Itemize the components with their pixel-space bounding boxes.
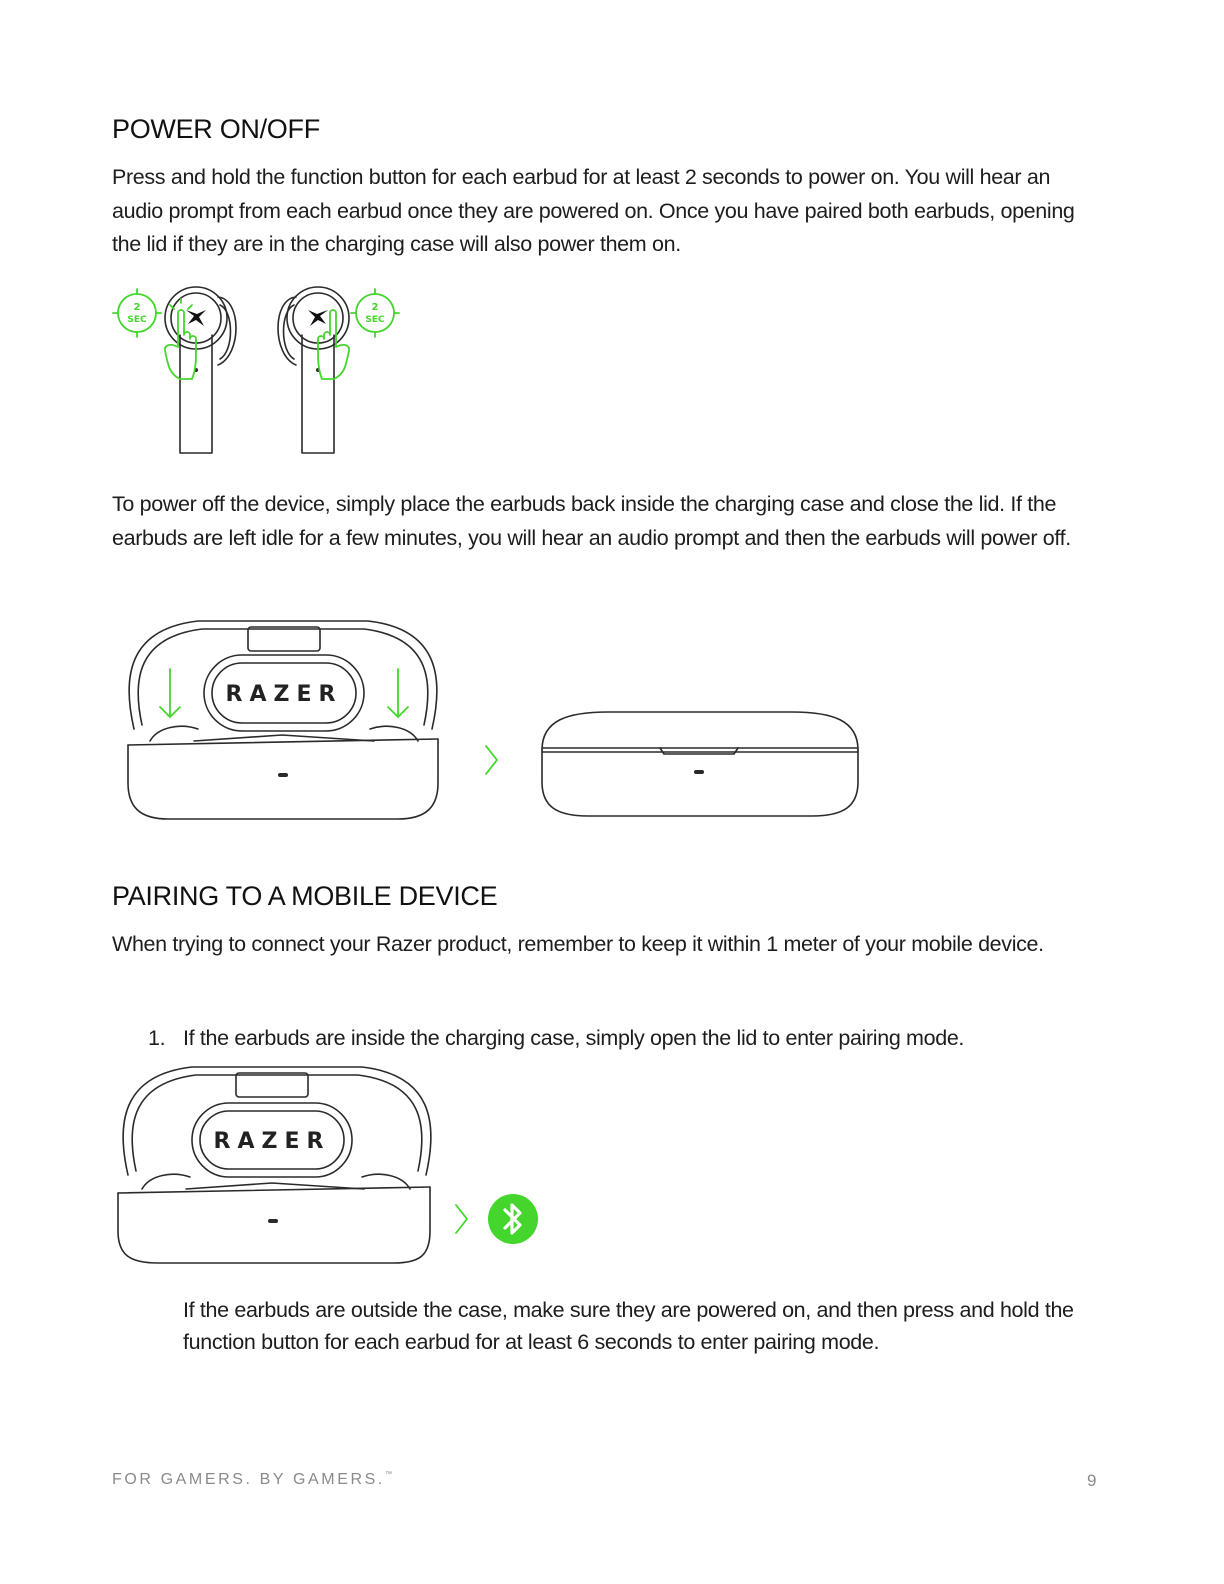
- open-case-illustration: [118, 617, 448, 823]
- timer-icon: [113, 289, 161, 337]
- footer-tagline: FOR GAMERS. BY GAMERS.™: [112, 1471, 392, 1488]
- pairing-heading: PAIRING TO A MOBILE DEVICE: [112, 881, 498, 911]
- list-item-number: 1.: [148, 1026, 166, 1050]
- case-logo: RAZER: [213, 1129, 331, 1154]
- outside-case-paragraph: If the earbuds are outside the case, make sure they are powered on, and then press and hold the function button for each earbud for at least 6 seconds to enter pairing mode.: [183, 1298, 1074, 1354]
- power-on-paragraph: Press and hold the function button for each earbud for at least 2 seconds to power on. You will hear an audio prompt from each earbud once they are powered on. Once you have paired both earbuds, opening the lid if they are in the charging case will also power them on.: [112, 165, 1075, 256]
- list-item: [0, 1022, 1224, 1056]
- arrow-down-icon: [160, 669, 180, 717]
- timer-icon: [351, 289, 399, 337]
- timer-number: 2: [133, 302, 141, 313]
- razer-logo-icon: [186, 310, 206, 326]
- chevron-right-icon: [482, 744, 502, 776]
- earbud-icon: [165, 287, 236, 453]
- case-logo: RAZER: [225, 682, 343, 707]
- list-item-text: If the earbuds are inside the charging case, simply open the lid to enter pairing mode.: [183, 1026, 965, 1050]
- arrow-down-icon: [388, 669, 408, 717]
- power-heading: POWER ON/OFF: [112, 114, 320, 144]
- bluetooth-icon: [487, 1193, 539, 1245]
- earbuds-power-on-illustration: [110, 285, 410, 465]
- pairing-intro-paragraph: When trying to connect your Razer product, remember to keep it within 1 meter of your mobile device.: [112, 932, 1044, 956]
- closed-case-illustration: [538, 710, 862, 822]
- page-number: 9: [1087, 1471, 1097, 1490]
- trademark-symbol: ™: [384, 1471, 392, 1478]
- razer-logo-icon: [308, 310, 328, 326]
- earbud-icon: [278, 287, 349, 453]
- power-off-paragraph: To power off the device, simply place the earbuds back inside the charging case and close the lid. If the earbuds are left idle for a few minutes, you will hear an audio prompt and then the earbuds will power off.: [112, 492, 1071, 550]
- timer-unit: SEC: [127, 315, 147, 325]
- open-case-pairing-illustration: [112, 1063, 442, 1269]
- timer-number: 2: [371, 302, 379, 313]
- chevron-right-icon: [452, 1203, 472, 1235]
- timer-unit: SEC: [365, 315, 385, 325]
